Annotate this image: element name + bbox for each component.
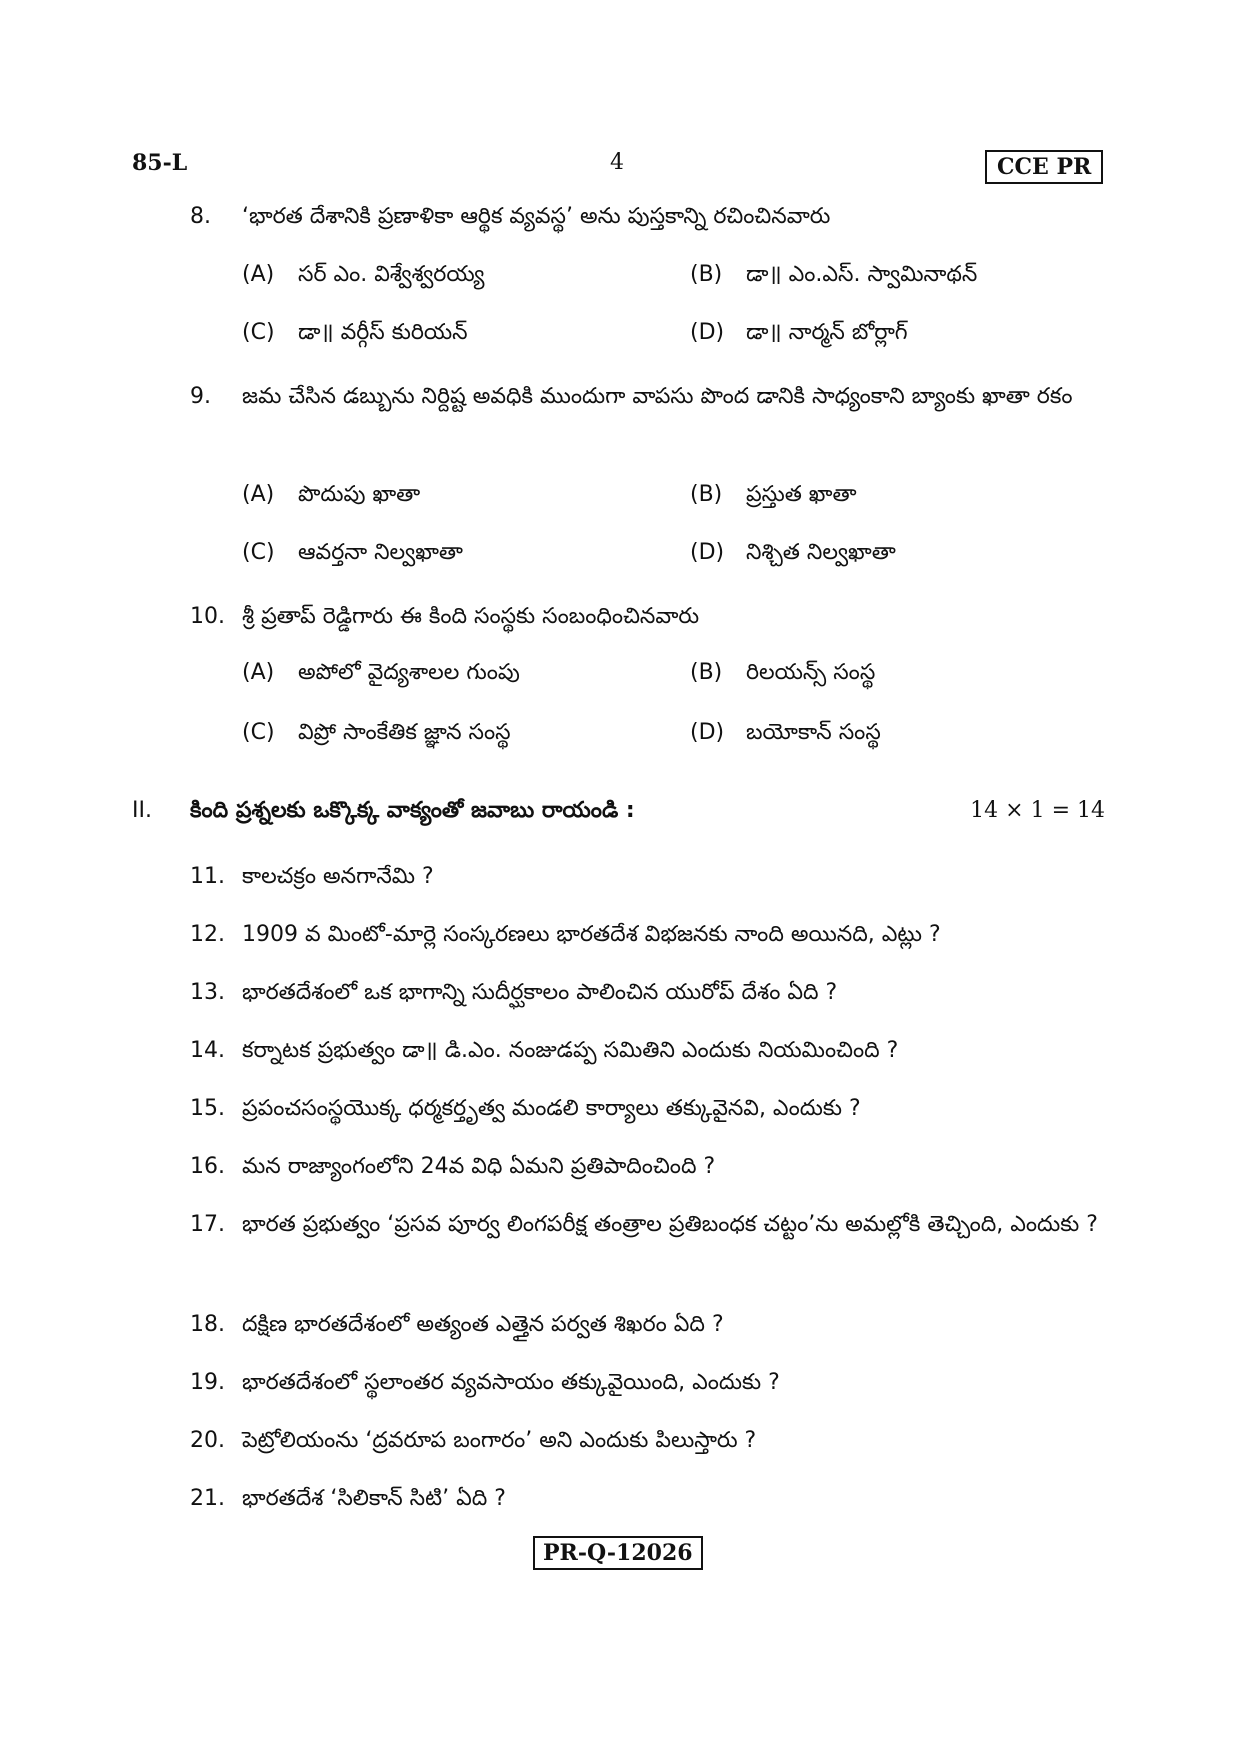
section-instruction: కింది ప్రశ్నలకు ఒక్కొక్క వాక్యంతో జవాబు రాయండి : [190,798,635,823]
option-10a [242,656,520,690]
section-number: II. [132,798,152,823]
option-label: (D) [690,720,725,745]
option-8d [690,316,908,350]
section-heading [132,794,1105,828]
option-9a [242,478,420,512]
option-text: డా॥ నార్మన్ బోర్లాగ్ [746,320,908,345]
question-text: కర్నాటక ప్రభుత్వం డా॥ డి.ఎం. నంజుడప్ప సమితిని ఎందుకు నియమించింది ? [242,1038,899,1063]
option-9c [242,536,463,570]
question-text: 1909 వ మింటో-మార్లె సంస్కరణలు భారతదేశ విభజనకు నాంది అయినది, ఎట్లు ? [242,922,941,947]
question-12 [190,914,1105,956]
series-badge: CCE PR [985,150,1103,184]
option-text: విప్రో సాంకేతిక జ్ఞాన సంస్థ [298,720,511,745]
question-number: 20. [190,1428,225,1453]
option-text: ప్రస్తుత ఖాతా [746,482,857,507]
question-10 [190,596,1105,638]
option-8c [242,316,468,350]
section-marks: 14 × 1 = 14 [970,798,1105,823]
question-14 [190,1030,1105,1072]
question-paper-code: PR-Q-12026 [533,1536,703,1570]
question-text: ప్రపంచసంస్థయొక్క ధర్మకర్తృత్వ మండలి కార్యాలు తక్కువైనవి, ఎందుకు ? [242,1096,861,1121]
option-label: (D) [690,320,725,345]
question-number: 18. [190,1312,225,1337]
question-text: భారతదేశంలో ఒక భాగాన్ని సుదీర్ఘకాలం పాలించిన యురోప్ దేశం ఏది ? [242,980,838,1005]
question-20 [190,1420,1105,1462]
question-number: 17. [190,1212,225,1237]
option-8b [690,258,977,292]
option-label: (D) [690,540,725,565]
question-number: 14. [190,1038,225,1063]
option-text: డా॥ వర్గీస్ కురియన్ [298,320,468,345]
option-text: రిలయన్స్ సంస్థ [746,660,876,685]
option-text: అపోలో వైద్యశాలల గుంపు [298,660,520,685]
question-number: 12. [190,922,225,947]
option-label: (C) [242,720,275,745]
question-8 [190,196,1105,238]
question-18 [190,1304,1105,1346]
question-16 [190,1146,1105,1188]
option-text: పొదుపు ఖాతా [298,482,421,507]
option-10c [242,716,511,750]
option-9d [690,536,896,570]
question-text: శ్రీ ప్రతాప్ రెడ్డిగారు ఈ కింది సంస్థకు సంబంధించినవారు [242,604,700,629]
question-text: పెట్రోలియంను ‘ద్రవరూప బంగారం’ అని ఎందుకు పిలుస్తారు ? [242,1428,757,1453]
question-number: 8. [190,204,211,229]
question-17 [190,1204,1105,1288]
option-9b [690,478,857,512]
paper-code: 85-L [132,150,188,176]
question-9 [190,376,1105,460]
question-15 [190,1088,1105,1130]
option-10b [690,656,875,690]
question-text: ‘భారత దేశానికి ప్రణాళికా ఆర్థిక వ్యవస్థ’ అను పుస్తకాన్ని రచించినవారు [242,204,831,229]
option-label: (A) [242,660,275,685]
option-label: (C) [242,540,275,565]
question-number: 15. [190,1096,225,1121]
question-19 [190,1362,1105,1404]
option-text: బయోకాన్ సంస్థ [746,720,881,745]
option-label: (B) [690,660,723,685]
question-text: మన రాజ్యాంగంలోని 24వ విధి ఏమని ప్రతిపాదించింది ? [242,1154,716,1179]
question-text: దక్షిణ భారతదేశంలో అత్యంత ఎత్తైన పర్వత శిఖరం ఏది ? [242,1312,724,1337]
question-number: 11. [190,864,225,889]
page-number: 4 [610,150,624,175]
option-label: (A) [242,262,275,287]
question-number: 9. [190,384,211,409]
question-number: 10. [190,604,225,629]
question-number: 19. [190,1370,225,1395]
question-text: భారతదేశంలో స్థలాంతర వ్యవసాయం తక్కువైయింది, ఎందుకు ? [242,1370,780,1395]
question-11 [190,856,1105,898]
question-13 [190,972,1105,1014]
question-number: 16. [190,1154,225,1179]
option-text: డా॥ ఎం.ఎస్. స్వామినాథన్ [746,262,978,287]
option-label: (B) [690,482,723,507]
question-text: కాలచక్రం అనగానేమి ? [242,864,434,889]
option-text: నిశ్చిత నిల్వఖాతా [746,540,896,565]
question-number: 21. [190,1486,225,1511]
option-10d [690,716,881,750]
question-text: భారత ప్రభుత్వం ‘ప్రసవ పూర్వ లింగపరీక్ష తంత్రాల ప్రతిబంధక చట్టం’ను అమల్లోకి తెచ్చింది, ఎందుకు ? [242,1212,1098,1237]
option-label: (A) [242,482,275,507]
question-text: జమ చేసిన డబ్బును నిర్దిష్ట అవధికి ముందుగా వాపసు పొంద డానికి సాధ్యంకాని బ్యాంకు ఖాతా రకం [242,384,1073,409]
option-8a [242,258,484,292]
question-number: 13. [190,980,225,1005]
option-label: (C) [242,320,275,345]
option-label: (B) [690,262,723,287]
option-text: ఆవర్తనా నిల్వఖాతా [298,540,463,565]
question-text: భారతదేశ ‘సిలికాన్ సిటి’ ఏది ? [242,1486,506,1511]
question-21 [190,1478,1105,1520]
option-text: సర్ ఎం. విశ్వేశ్వరయ్య [298,262,485,287]
